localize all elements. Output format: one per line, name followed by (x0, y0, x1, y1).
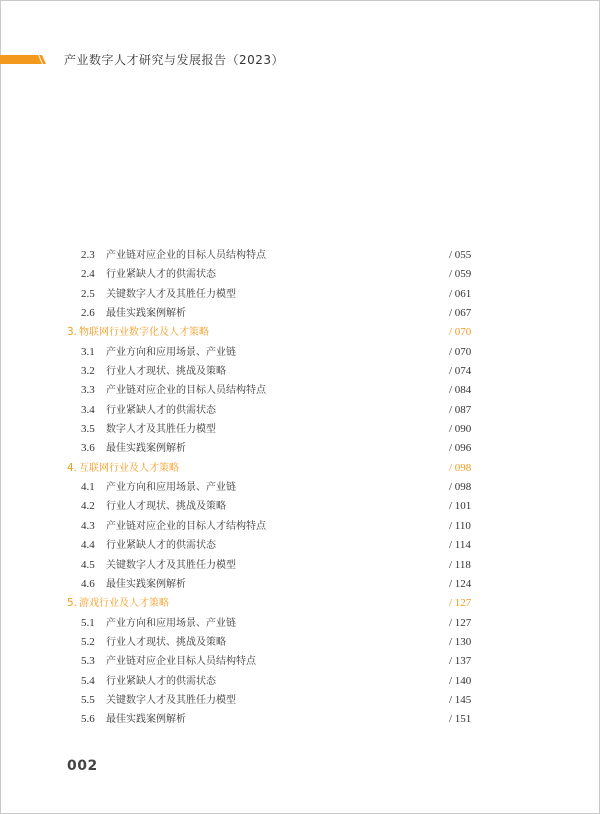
toc-chapter-row[interactable] (0, 323, 600, 342)
toc-entry-page: / 140 (449, 674, 472, 687)
toc-section-row[interactable] (0, 614, 600, 633)
toc-entry-number: 4. (67, 461, 78, 474)
toc-section-row[interactable] (0, 691, 600, 710)
toc-entry-page: / 137 (449, 655, 472, 668)
toc-entry-page: / 059 (449, 268, 472, 281)
toc-entry-page: / 127 (449, 616, 472, 629)
toc-section-row[interactable] (0, 575, 600, 594)
toc-section-row[interactable] (0, 536, 600, 555)
toc-chapter-row[interactable] (0, 594, 600, 613)
header-accent-bar (0, 55, 48, 64)
toc-entry-page: / 070 (449, 326, 472, 339)
toc-entry-page: / 084 (449, 384, 472, 397)
toc-entry-page: / 114 (449, 539, 471, 552)
toc-entry-page: / 070 (449, 345, 472, 358)
toc-entry-page: / 067 (449, 307, 472, 320)
toc-entry-title: 最佳实践案例解析 (106, 308, 186, 320)
page-number: 002 (67, 758, 98, 774)
toc-entry-number: 4.6 (81, 577, 95, 590)
toc-entry-number: 5.2 (81, 635, 95, 648)
toc-entry-title: 产业链对应企业的目标人员结构特点 (106, 385, 266, 397)
toc-section-row[interactable] (0, 478, 600, 497)
toc-section-row[interactable] (0, 246, 600, 265)
toc-entry-title: 行业人才现状、挑战及策略 (106, 636, 226, 648)
toc-entry-number: 3.5 (81, 423, 95, 436)
toc-section-row[interactable] (0, 420, 600, 439)
toc-entry-page: / 127 (449, 597, 472, 610)
toc-entry-number: 2.4 (81, 268, 95, 281)
toc-entry-page: / 151 (449, 713, 472, 726)
toc-entry-page: / 061 (449, 287, 472, 300)
toc-entry-title: 关键数字人才及其胜任力模型 (106, 559, 236, 571)
toc-section-row[interactable] (0, 556, 600, 575)
toc-section-row[interactable] (0, 633, 600, 652)
toc-entry-title: 产业方向和应用场景、产业链 (106, 482, 236, 494)
toc-entry-number: 2.3 (81, 249, 95, 261)
toc-entry-number: 2.6 (81, 307, 95, 320)
toc-section-row[interactable] (0, 710, 600, 729)
toc-entry-title: 行业紧缺人才的供需状态 (106, 269, 216, 281)
toc-entry-page: / 090 (449, 423, 472, 436)
toc-entry-title: 行业紧缺人才的供需状态 (106, 675, 216, 687)
toc-entry-title: 行业紧缺人才的供需状态 (106, 404, 216, 416)
toc-entry-number: 3. (67, 326, 78, 339)
toc-entry-number: 4.3 (81, 519, 95, 532)
report-title: 产业数字人才研究与发展报告（2023） (64, 53, 285, 67)
toc-entry-title: 产业方向和应用场景、产业链 (106, 346, 236, 358)
toc-entry-page: / 098 (449, 461, 472, 474)
toc-entry-title: 最佳实践案例解析 (106, 714, 186, 726)
toc-entry-title: 行业人才现状、挑战及策略 (106, 501, 226, 513)
toc-section-row[interactable] (0, 672, 600, 691)
toc-section-row[interactable] (0, 265, 600, 284)
toc-entry-page: / 124 (449, 577, 472, 590)
toc-section-row[interactable] (0, 497, 600, 516)
toc-entry-number: 4.1 (81, 481, 95, 494)
toc-entry-number: 2.5 (81, 287, 95, 300)
toc-entry-page: / 130 (449, 635, 472, 648)
toc-section-row[interactable] (0, 439, 600, 458)
toc-entry-page: / 074 (449, 365, 472, 378)
toc-entry-number: 5.6 (81, 713, 95, 726)
toc-section-row[interactable] (0, 285, 600, 304)
toc-entry-title: 行业紧缺人才的供需状态 (106, 540, 216, 552)
toc-entry-title: 游戏行业及人才策略 (79, 598, 169, 610)
toc-entry-number: 4.2 (81, 500, 95, 513)
toc-entry-number: 3.4 (81, 403, 95, 416)
toc-chapter-row[interactable] (0, 459, 600, 478)
toc-section-row[interactable] (0, 381, 600, 400)
toc-entry-number: 3.1 (81, 345, 95, 358)
toc-entry-page: / 145 (449, 693, 472, 706)
toc-entry-title: 关键数字人才及其胜任力模型 (106, 694, 236, 706)
toc-entry-title: 产业链对应企业的目标人员结构特点 (106, 250, 266, 261)
toc-entry-number: 5.4 (81, 674, 95, 687)
toc-entry-title: 产业链对应企业的目标人才结构特点 (106, 520, 266, 532)
toc-entry-title: 最佳实践案例解析 (106, 578, 186, 590)
toc-entry-number: 4.4 (81, 539, 95, 552)
toc-entry-number: 3.6 (81, 442, 95, 455)
toc-section-row[interactable] (0, 652, 600, 671)
toc-section-row[interactable] (0, 401, 600, 420)
toc-entry-page: / 118 (449, 558, 471, 571)
toc-section-row[interactable] (0, 517, 600, 536)
toc-entry-page: / 101 (449, 500, 472, 513)
toc-entry-number: 5.1 (81, 616, 95, 629)
toc-entry-title: 最佳实践案例解析 (106, 443, 186, 455)
toc-entry-number: 5. (67, 597, 78, 610)
toc-entry-number: 3.2 (81, 365, 95, 378)
toc-entry-title: 产业链对应企业目标人员结构特点 (106, 656, 256, 668)
toc-section-row[interactable] (0, 362, 600, 381)
toc-entry-title: 物联网行业数字化及人才策略 (79, 327, 209, 339)
toc-section-row[interactable] (0, 343, 600, 362)
toc-entry-title: 数字人才及其胜任力模型 (106, 424, 216, 436)
toc-entry-number: 5.5 (81, 693, 95, 706)
toc-section-row[interactable] (0, 304, 600, 323)
toc-entry-title: 产业方向和应用场景、产业链 (106, 617, 236, 629)
toc-entry-number: 4.5 (81, 558, 95, 571)
table-of-contents (0, 246, 600, 730)
toc-entry-page: / 096 (449, 442, 472, 455)
toc-entry-page: / 098 (449, 481, 472, 494)
toc-entry-page: / 055 (449, 249, 472, 261)
toc-entry-page: / 110 (449, 519, 471, 532)
toc-entry-title: 关键数字人才及其胜任力模型 (106, 288, 236, 300)
toc-entry-number: 5.3 (81, 655, 95, 668)
toc-entry-title: 行业人才现状、挑战及策略 (106, 366, 226, 378)
toc-entry-number: 3.3 (81, 384, 95, 397)
toc-entry-page: / 087 (449, 403, 472, 416)
toc-entry-title: 互联网行业及人才策略 (79, 462, 179, 474)
